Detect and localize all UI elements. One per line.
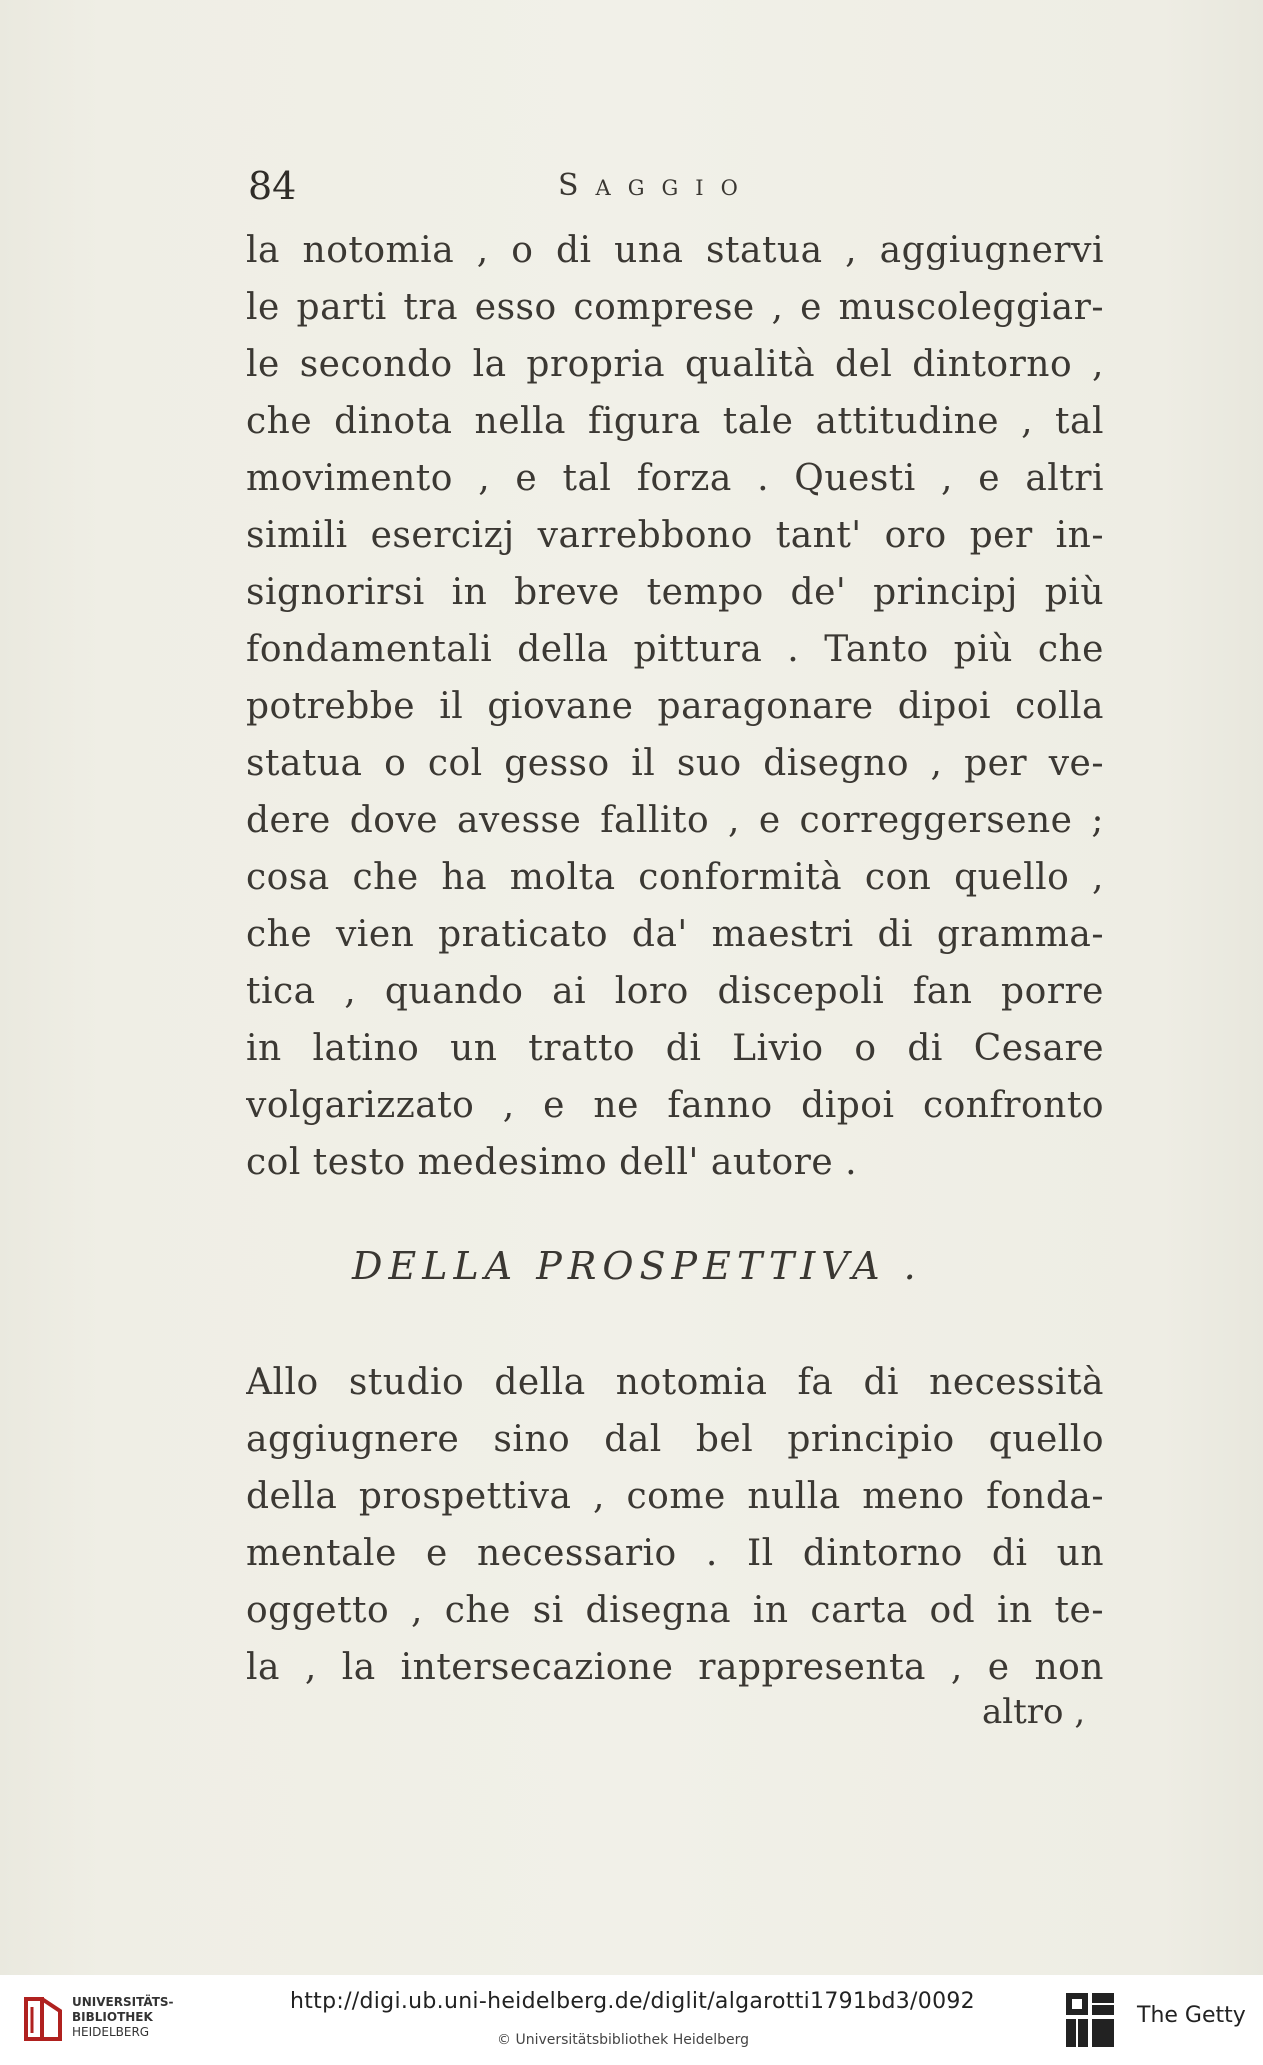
text-line: cosa che ha molta conformità con quello , xyxy=(246,857,1104,898)
page-header xyxy=(248,164,1108,214)
library-name-line: BIBLIOTHEK xyxy=(72,2010,153,2024)
text-line: della prospettiva , come nulla meno fonda- xyxy=(246,1476,1104,1517)
library-name-line: HEIDELBERG xyxy=(72,2025,150,2039)
footer-bar xyxy=(0,1975,1263,2065)
text-line: signorirsi in breve tempo de' principj più xyxy=(246,572,1104,613)
text-line: in latino un tratto di Livio o di Cesare xyxy=(246,1028,1104,1069)
text-line: tica , quando ai loro discepoli fan porre xyxy=(246,971,1104,1012)
text-line: le secondo la propria qualità del dintorno , xyxy=(246,344,1104,385)
text-line: mentale e necessario . Il dintorno di un xyxy=(246,1533,1104,1574)
text-line: Allo studio della notomia fa di necessità xyxy=(246,1362,1104,1403)
university-library-name xyxy=(72,1995,174,2040)
copyright-notice: © Universitätsbibliothek Heidelberg xyxy=(497,2032,750,2048)
text-line: la notomia , o di una statua , aggiugnervi xyxy=(246,230,1104,271)
body-text xyxy=(246,222,1104,1191)
section-heading: DELLA PROSPETTIVA . xyxy=(352,1244,922,1288)
catchword: altro , xyxy=(982,1692,1086,1732)
text-line: che vien praticato da' maestri di gramma- xyxy=(246,914,1104,955)
text-line: statua o col gesso il suo disegno , per ve- xyxy=(246,743,1104,784)
text-line: simili esercizj varrebbono tant' oro per in- xyxy=(246,515,1104,556)
getty-name: The Getty xyxy=(1137,2003,1246,2028)
getty-logo-icon xyxy=(1062,1989,1118,2051)
library-name-line: UNIVERSITÄTS- xyxy=(72,1995,174,2009)
text-line: aggiugnere sino dal bel principio quello xyxy=(246,1419,1104,1460)
text-line: volgarizzato , e ne fanno dipoi confronto xyxy=(246,1085,1104,1126)
text-line: col testo medesimo dell' autore . xyxy=(246,1142,858,1183)
text-line: fondamentali della pittura . Tanto più che xyxy=(246,629,1104,670)
text-line: dere dove avesse fallito , e correggersene ; xyxy=(246,800,1104,841)
text-line: oggetto , che si disegna in carta od in te- xyxy=(246,1590,1104,1631)
section-text xyxy=(246,1354,1104,1696)
text-line: potrebbe il giovane paragonare dipoi colla xyxy=(246,686,1104,727)
permalink-url[interactable]: http://digi.ub.uni-heidelberg.de/diglit/algarotti1791bd3/0092 xyxy=(290,1989,975,2014)
university-library-logo-icon xyxy=(22,1993,64,2045)
text-line: le parti tra esso comprese , e muscoleggiar- xyxy=(246,287,1104,328)
running-head: Saggio xyxy=(558,168,755,203)
text-line: movimento , e tal forza . Questi , e altri xyxy=(246,458,1104,499)
text-line: che dinota nella figura tale attitudine , tal xyxy=(246,401,1104,442)
text-line: la , la intersecazione rappresenta , e non xyxy=(246,1647,1104,1688)
page-number: 84 xyxy=(248,164,297,208)
